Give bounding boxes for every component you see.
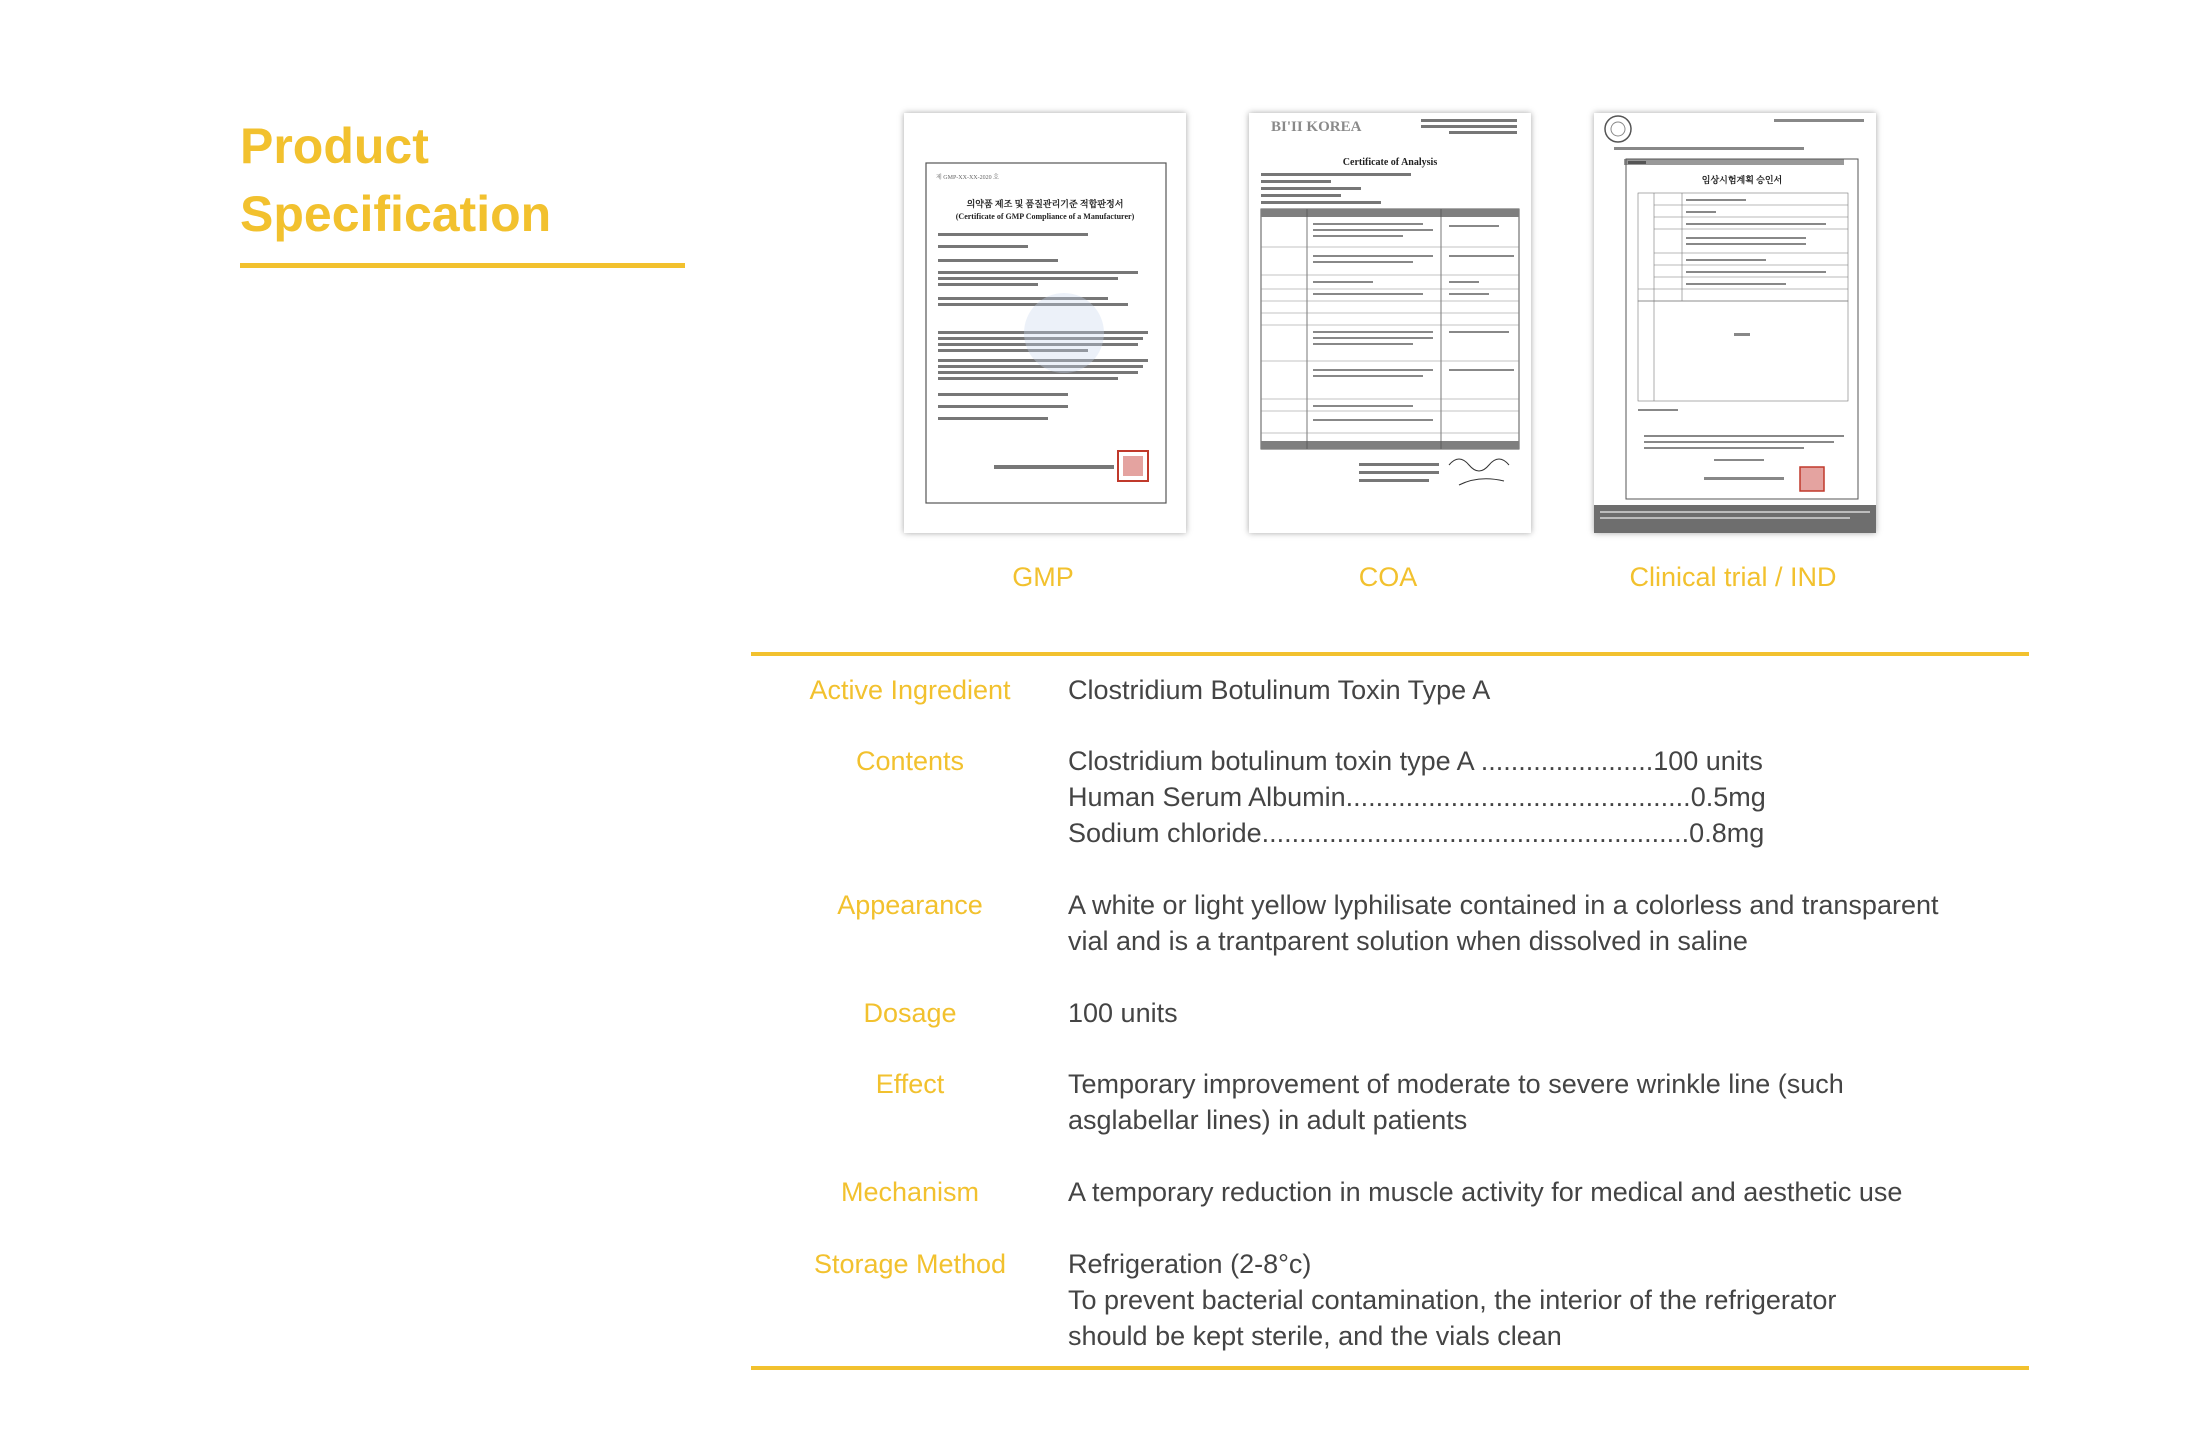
spec-value-line: Clostridium Botulinum Toxin Type A — [1068, 675, 1491, 705]
coa-brand-logo: BI'II KOREA — [1271, 119, 1362, 135]
spec-value-line: vial and is a trantparent solution when dissolved in saline — [1068, 926, 1748, 956]
gmp-caption: GMP — [1012, 562, 1074, 592]
spec-table-bottom-rule — [751, 1366, 2029, 1370]
title-underline — [240, 263, 685, 268]
spec-label-effect: Effect — [875, 1069, 945, 1099]
spec-label-contents: Contents — [855, 746, 965, 776]
spec-value-mechanism — [1068, 1174, 2048, 1210]
coa-doc-title: Certificate of Analysis — [1342, 157, 1438, 168]
spec-value-line: asglabellar lines) in adult patients — [1068, 1105, 1468, 1135]
spec-value-active-ingredient — [1068, 672, 2048, 708]
spec-value-line: Refrigeration (2-8°c) — [1068, 1249, 1312, 1279]
spec-label-active-ingredient: Active Ingredient — [809, 675, 1011, 705]
spec-value-line: Human Serum Albumin..............................................0.5mg — [1068, 782, 1766, 812]
spec-value-line: Clostridium botulinum toxin type A .......................100 units — [1068, 746, 1763, 776]
ind-doc-title: 임상시험계획 승인서 — [1701, 175, 1783, 185]
gmp-certificate-image[interactable] — [904, 113, 1186, 533]
ind-caption: Clinical trial / IND — [1629, 562, 1837, 592]
spec-value-appearance — [1068, 887, 2048, 959]
spec-value-line: should be kept sterile, and the vials clean — [1068, 1321, 1562, 1351]
spec-value-line: Temporary improvement of moderate to severe wrinkle line (such — [1068, 1069, 1844, 1099]
spec-value-dosage — [1068, 995, 2048, 1031]
spec-value-line: A white or light yellow lyphilisate contained in a colorless and transparent — [1068, 890, 1939, 920]
gmp-doc-subtitle: (Certificate of GMP Compliance of a Manufacturer) — [955, 212, 1135, 221]
page-title-line1: Product — [240, 118, 429, 174]
spec-label-dosage: Dosage — [863, 998, 957, 1028]
coa-caption: COA — [1358, 562, 1418, 592]
ind-certificate-image[interactable] — [1594, 113, 1876, 533]
spec-value-line: 100 units — [1068, 998, 1178, 1028]
spec-value-storage-method — [1068, 1246, 2048, 1354]
page-title — [240, 112, 680, 248]
spec-value-contents — [1068, 743, 2048, 851]
spec-value-line: A temporary reduction in muscle activity for medical and aesthetic use — [1068, 1177, 1903, 1207]
gmp-doc-title: 의약품 제조 및 품질관리기준 적합판정서 — [966, 199, 1124, 209]
spec-label-appearance: Appearance — [837, 890, 983, 920]
spec-value-line: To prevent bacterial contamination, the interior of the refrigerator — [1068, 1285, 1837, 1315]
spec-value-line: Sodium chloride.........................................................0.8mg — [1068, 818, 1765, 848]
svg-text:제 GMP-XX-XX-2020 호: 제 GMP-XX-XX-2020 호 — [936, 175, 999, 181]
spec-table-top-rule — [751, 652, 2029, 656]
spec-label-mechanism: Mechanism — [840, 1177, 980, 1207]
spec-label-storage-method: Storage Method — [813, 1249, 1007, 1279]
spec-value-effect — [1068, 1066, 2048, 1138]
coa-certificate-image[interactable] — [1249, 113, 1531, 533]
page-title-line2: Specification — [240, 186, 552, 242]
